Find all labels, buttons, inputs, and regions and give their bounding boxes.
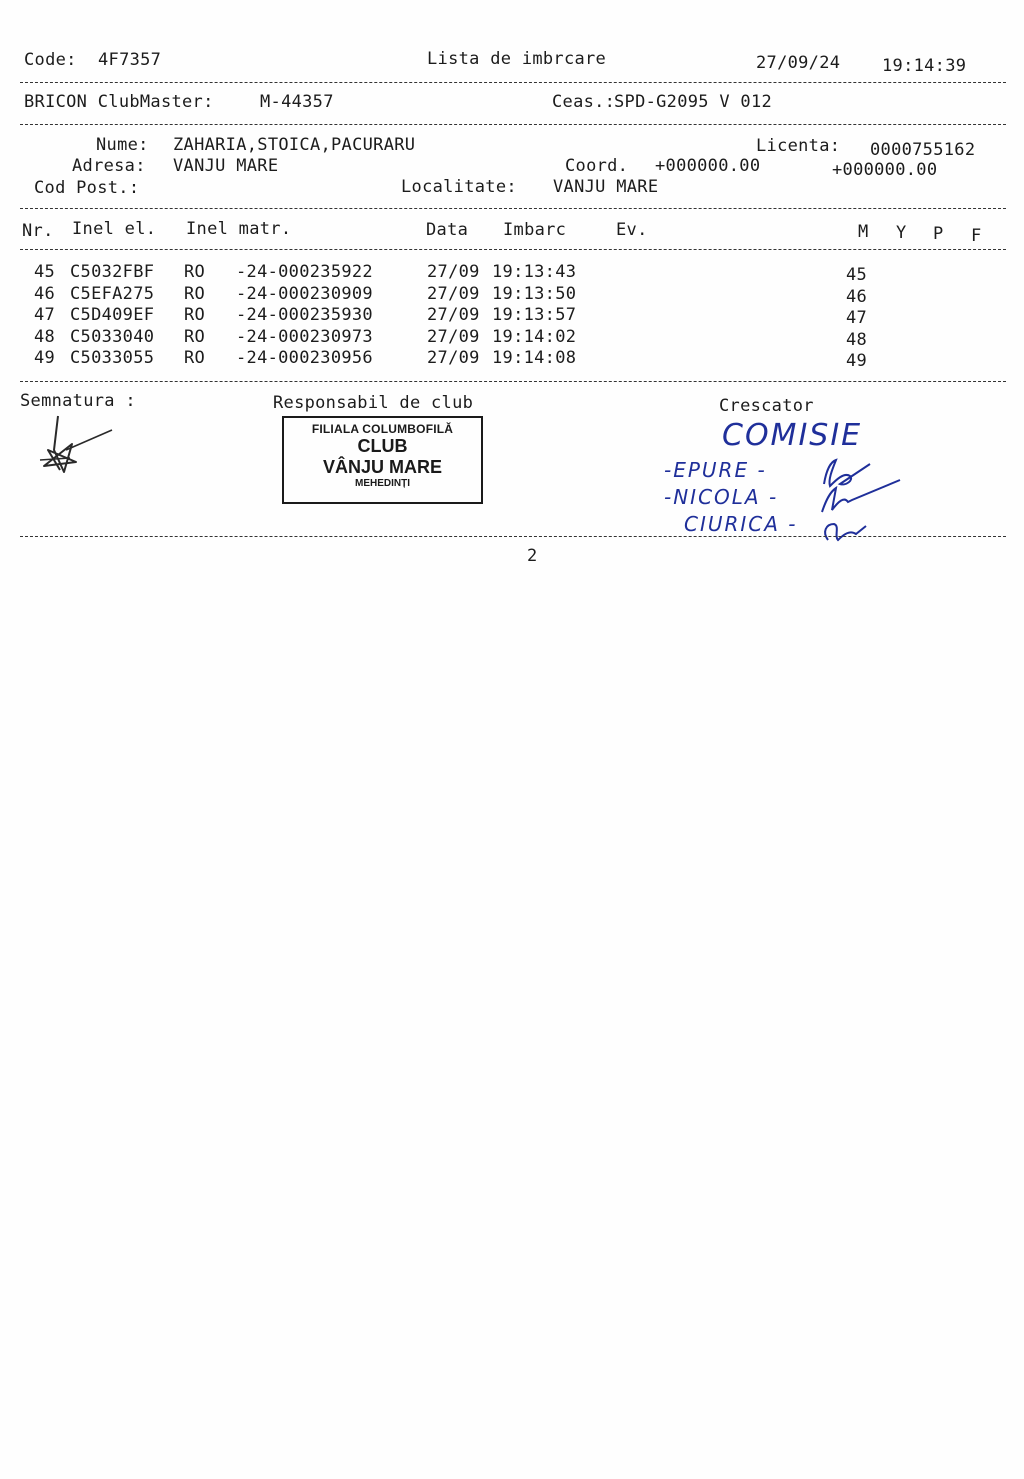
- postcode-label: Cod Post.:: [34, 178, 140, 198]
- locality-label: Localitate:: [401, 177, 517, 197]
- col-p: P: [933, 224, 944, 244]
- cell-imbarc: 19:14:08: [492, 348, 577, 368]
- name-label: Nume:: [96, 135, 149, 155]
- system-value: M-44357: [260, 92, 334, 112]
- cell-inel-matr: -24-000230909: [236, 284, 373, 304]
- cell-data: 27/09: [427, 305, 480, 325]
- table-row: [0, 305, 1024, 327]
- license-label: Licenta:: [756, 136, 841, 156]
- cell-m: 48: [846, 330, 868, 350]
- col-nr: Nr.: [22, 221, 54, 241]
- cell-country: RO: [184, 284, 206, 304]
- cell-nr: 49: [34, 348, 56, 368]
- page-number: 2: [527, 546, 538, 566]
- table-row: [0, 327, 1024, 349]
- col-imbarc: Imbarc: [503, 220, 567, 240]
- clock-label: Ceas.:: [552, 92, 616, 112]
- cell-nr: 48: [34, 327, 56, 347]
- cell-country: RO: [184, 327, 206, 347]
- cell-inel-matr: -24-000235930: [236, 305, 373, 325]
- handwritten-commission: COMISIE: [722, 418, 863, 453]
- breeder-label: Crescator: [719, 396, 814, 416]
- stamp-line-2: CLUB: [357, 436, 408, 456]
- col-f: F: [971, 226, 982, 246]
- cell-inel-el: C5D409EF: [70, 305, 155, 325]
- cell-imbarc: 19:13:43: [492, 262, 577, 282]
- name-value: ZAHARIA,STOICA,PACURARU: [173, 135, 416, 155]
- cell-inel-el: C5032FBF: [70, 262, 155, 282]
- license-value: 0000755162: [870, 140, 976, 160]
- cell-nr: 46: [34, 284, 56, 304]
- cell-nr: 45: [34, 262, 56, 282]
- cell-data: 27/09: [427, 327, 480, 347]
- table-row: [0, 284, 1024, 306]
- col-data: Data: [426, 220, 469, 240]
- cell-inel-matr: -24-000235922: [236, 262, 373, 282]
- code-label: Code:: [24, 50, 77, 70]
- signature-label: Semnatura :: [20, 391, 136, 411]
- cell-inel-el: C5EFA275: [70, 284, 155, 304]
- system-label: BRICON ClubMaster:: [24, 92, 214, 112]
- table-row: [0, 348, 1024, 370]
- address-value: VANJU MARE: [173, 156, 279, 176]
- table-row: [0, 262, 1024, 284]
- cell-inel-matr: -24-000230956: [236, 348, 373, 368]
- cell-inel-el: C5033040: [70, 327, 155, 347]
- stamp-line-3: VÂNJU MARE: [322, 457, 442, 477]
- stamp-line-4: MEHEDINȚI: [355, 478, 410, 489]
- print-date: 27/09/24: [756, 53, 841, 73]
- col-ev: Ev.: [616, 220, 648, 240]
- cell-imbarc: 19:14:02: [492, 327, 577, 347]
- document-title: Lista de imbrcare: [427, 49, 607, 69]
- handwritten-name-3: CIURICA -: [684, 512, 798, 536]
- cell-data: 27/09: [427, 284, 480, 304]
- clock-value: SPD-G2095 V 012: [614, 92, 773, 112]
- cell-m: 47: [846, 308, 868, 328]
- coord-y: +000000.00: [832, 160, 938, 180]
- col-inel-el: Inel el.: [72, 219, 157, 239]
- cell-inel-matr: -24-000230973: [236, 327, 373, 347]
- divider-6: [20, 536, 1006, 537]
- handwritten-initials-icon: [810, 450, 910, 545]
- cell-inel-el: C5033055: [70, 348, 155, 368]
- col-y: Y: [896, 223, 907, 243]
- print-time: 19:14:39: [882, 56, 967, 76]
- cell-m: 49: [846, 351, 868, 371]
- cell-nr: 47: [34, 305, 56, 325]
- cell-m: 46: [846, 287, 868, 307]
- address-label: Adresa:: [72, 156, 146, 176]
- coord-x: +000000.00: [655, 156, 761, 176]
- cell-country: RO: [184, 305, 206, 325]
- cell-country: RO: [184, 262, 206, 282]
- divider-3: [20, 208, 1006, 209]
- stamp-line-1: FILIALA COLUMBOFILĂ: [311, 422, 454, 436]
- col-inel-matr: Inel matr.: [186, 219, 292, 239]
- cell-m: 45: [846, 265, 868, 285]
- divider-4: [20, 249, 1006, 250]
- code-value: 4F7357: [98, 50, 162, 70]
- club-stamp: [282, 416, 483, 504]
- locality-value: VANJU MARE: [553, 177, 659, 197]
- signature-scribble-icon: [30, 410, 120, 482]
- cell-data: 27/09: [427, 348, 480, 368]
- divider-1: [20, 82, 1006, 83]
- col-m: M: [858, 222, 869, 242]
- handwritten-name-2: -NICOLA -: [664, 485, 779, 509]
- divider-5: [20, 381, 1006, 382]
- club-responsible-label: Responsabil de club: [273, 393, 474, 413]
- cell-imbarc: 19:13:50: [492, 284, 577, 304]
- cell-country: RO: [184, 348, 206, 368]
- cell-data: 27/09: [427, 262, 480, 282]
- handwritten-name-1: -EPURE -: [664, 458, 767, 482]
- cell-imbarc: 19:13:57: [492, 305, 577, 325]
- divider-2: [20, 124, 1006, 125]
- coord-label: Coord.: [565, 156, 629, 176]
